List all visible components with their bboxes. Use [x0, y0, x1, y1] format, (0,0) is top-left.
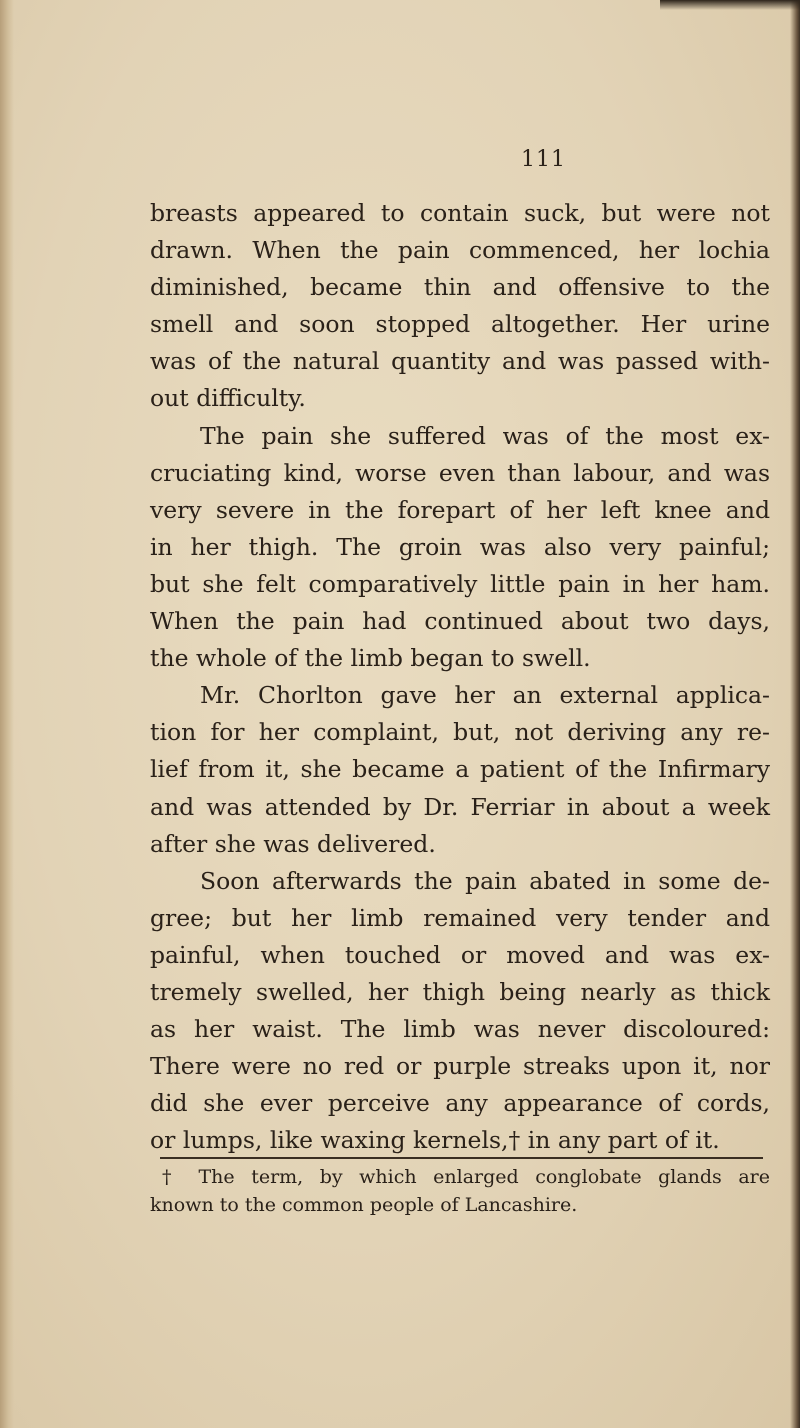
text-line: the whole of the limb began to swell. [150, 644, 591, 673]
page-number: 111 [521, 147, 566, 172]
page-corner-shadow [660, 0, 800, 10]
text-line: painful, when touched or moved and was ex- [150, 940, 770, 969]
text-line: There were no red or purple streaks upon it, nor [150, 1052, 770, 1081]
paragraph-start-line: Mr. Chorlton gave her an external applica- [200, 681, 770, 710]
paragraph-start-line: The pain she suffered was of the most ex- [200, 421, 770, 450]
text-line: in her thigh. The groin was also very painful; [150, 532, 770, 561]
text-line: out difficulty. [150, 384, 306, 413]
text-line: tremely swelled, her thigh being nearly as thick [150, 977, 770, 1006]
text-line: as her waist. The limb was never discoloured: [150, 1015, 770, 1044]
paragraph-start-line: Soon afterwards the pain abated in some de- [200, 866, 770, 895]
text-line: tion for her complaint, but, not deriving any re- [150, 718, 770, 747]
text-line: lief from it, she became a patient of the Infirmary [150, 755, 770, 784]
text-line: very severe in the forepart of her left knee and [150, 495, 770, 524]
page-edge-shadow [790, 0, 800, 1428]
text-line: breasts appeared to contain suck, but were not [150, 199, 770, 227]
body-text [150, 195, 770, 1159]
text-line: cruciating kind, worse even than labour, and was [150, 458, 770, 487]
footnote [150, 1163, 770, 1219]
text-line: after she was delivered. [150, 829, 436, 858]
text-line: When the pain had continued about two days, [150, 607, 770, 636]
text-line: was of the natural quantity and was passed with- [150, 347, 770, 376]
text-line: smell and soon stopped altogether. Her urine [150, 310, 770, 339]
text-line: and was attended by Dr. Ferriar in about a week [150, 792, 770, 821]
text-line: but she felt comparatively little pain in her ham. [150, 569, 770, 598]
text-line: or lumps, like waxing kernels,† in any part of it. [150, 1126, 720, 1155]
text-line: gree; but her limb remained very tender and [150, 903, 770, 932]
page-gutter-shadow [0, 0, 14, 1428]
text-line: diminished, became thin and offensive to the [150, 273, 770, 302]
text-line: drawn. When the pain commenced, her lochia [150, 236, 770, 265]
footnote-divider [160, 1157, 763, 1159]
footnote-line: known to the common people of Lancashire. [150, 1194, 578, 1216]
text-line: did she ever perceive any appearance of cords, [150, 1089, 770, 1118]
footnote-line: † The term, by which enlarged conglobate glands are [162, 1166, 770, 1188]
